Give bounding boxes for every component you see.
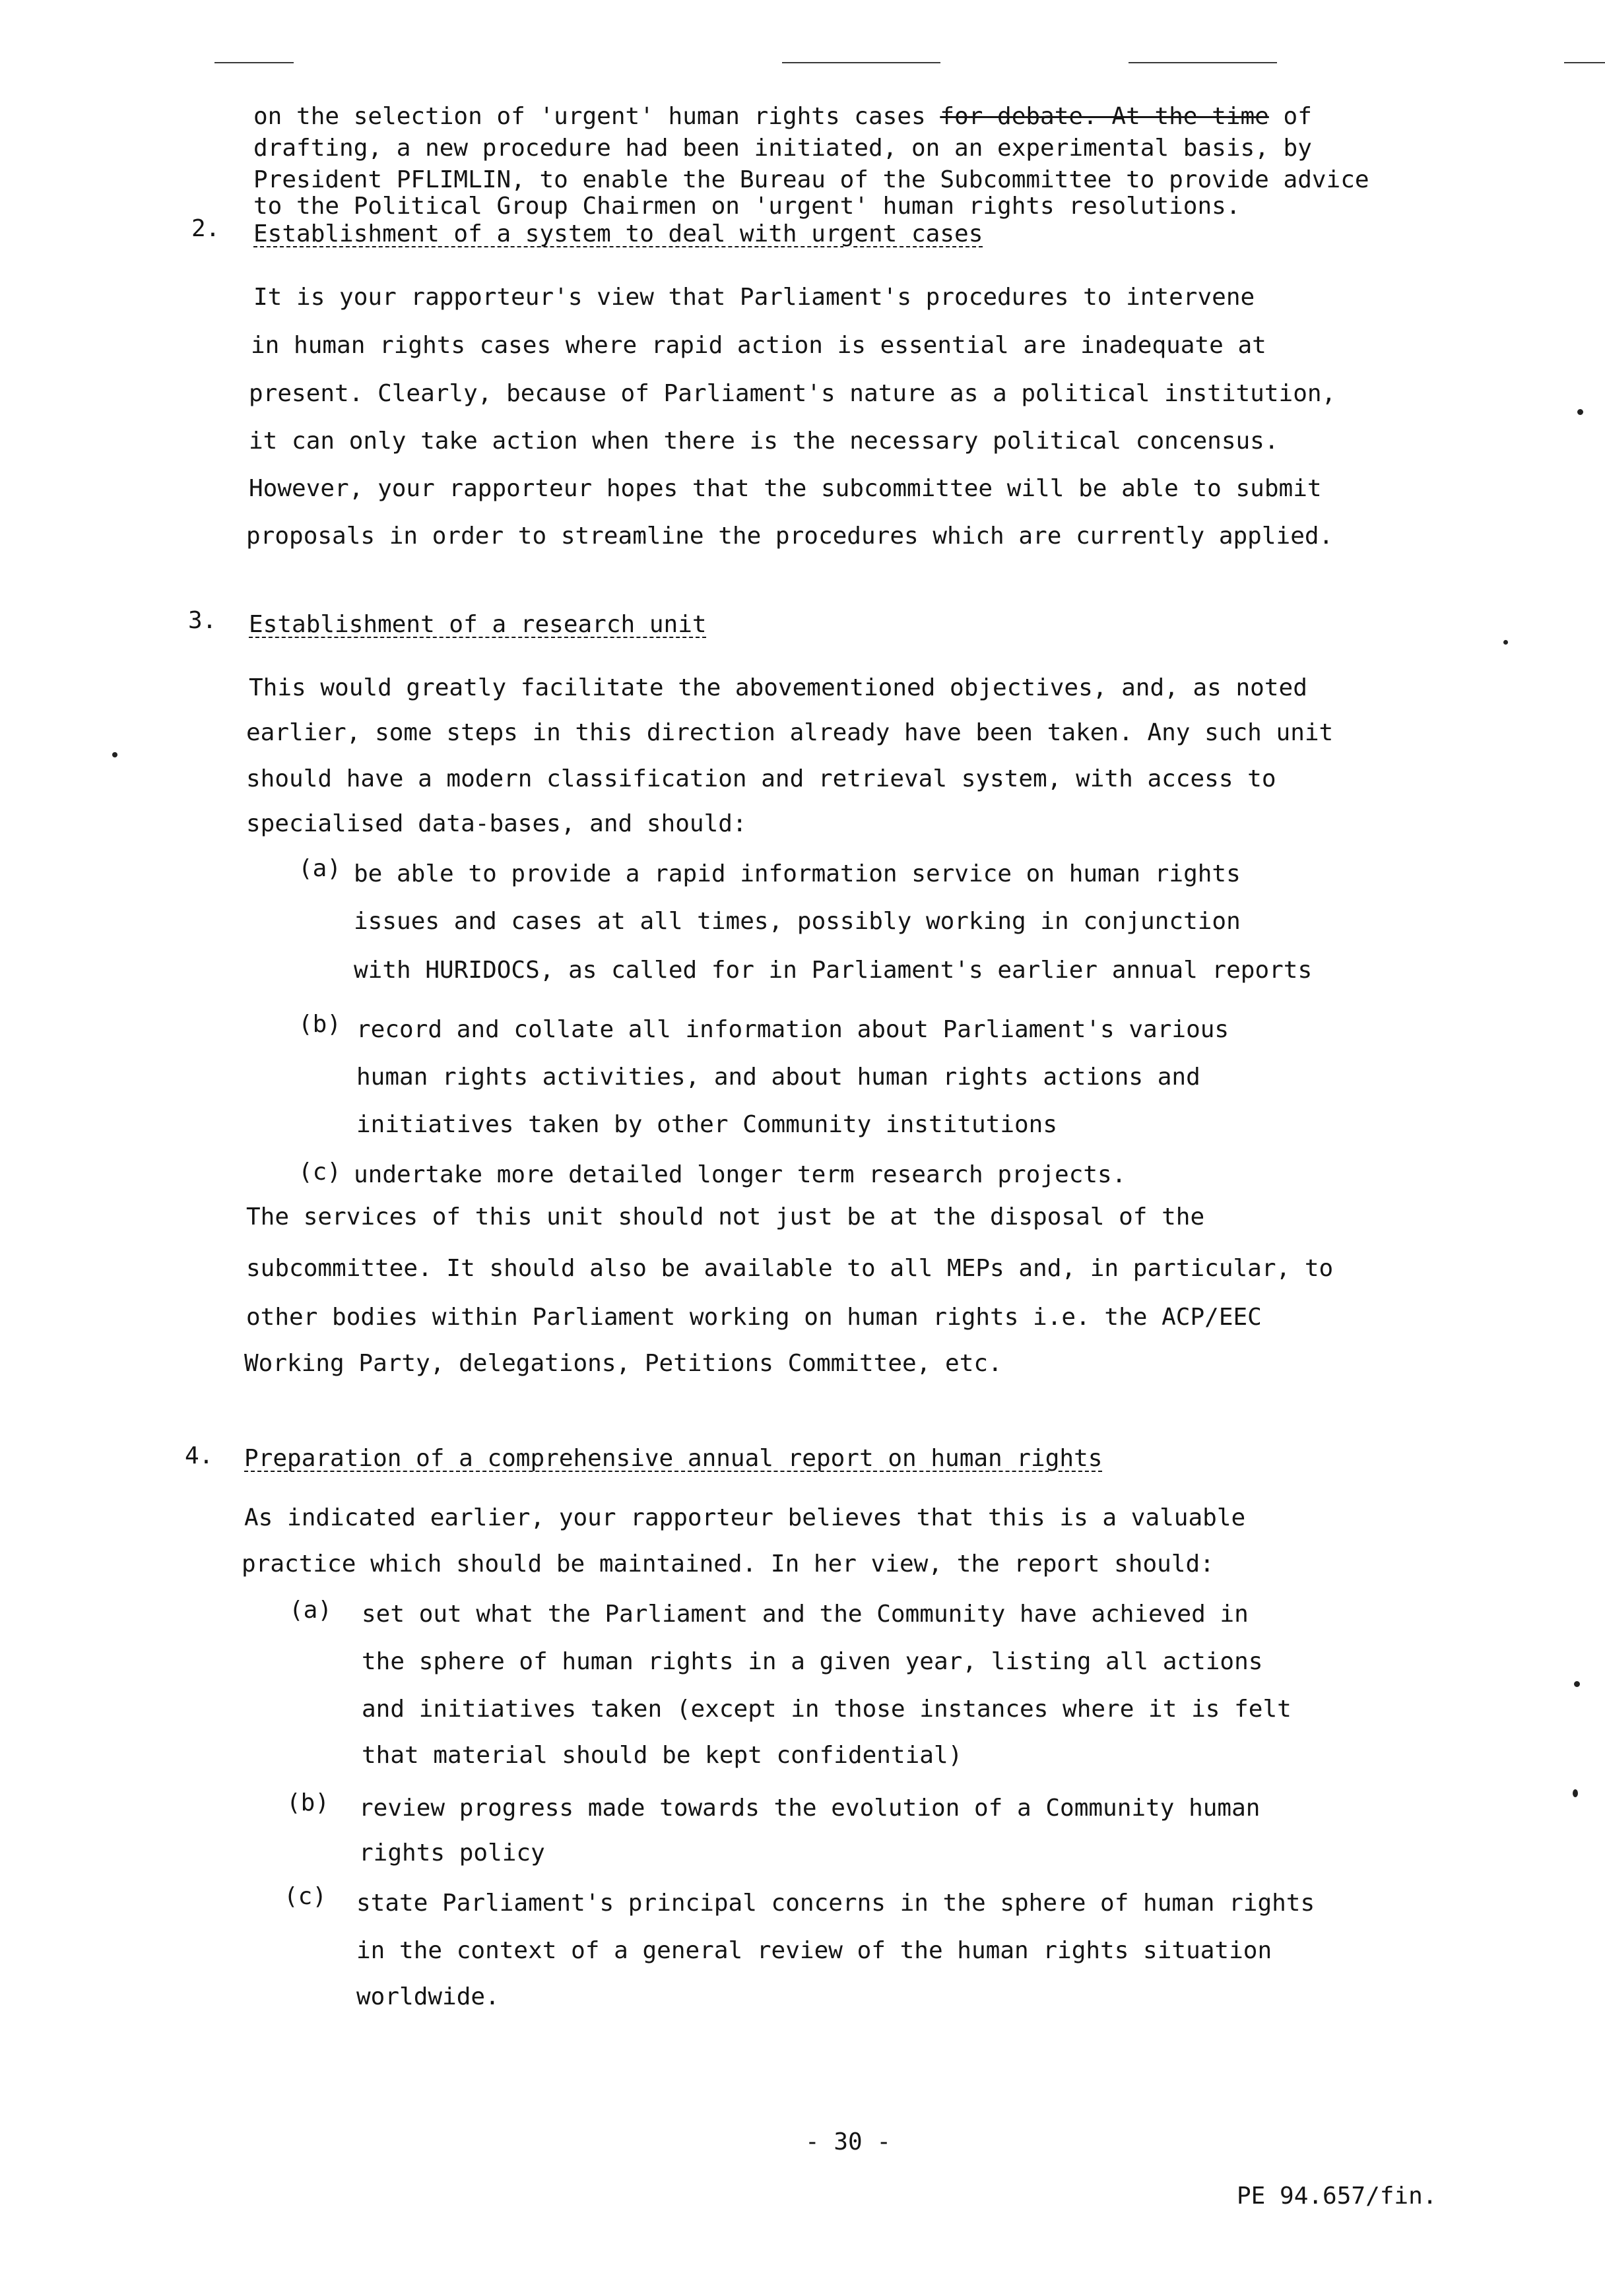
section-number: 3.: [188, 607, 217, 634]
text-line: present. Clearly, because of Parliament's nature as a political institution,: [249, 380, 1336, 407]
item-label: (c): [284, 1883, 327, 1910]
text-line: it can only take action when there is the necessary political concensus.: [249, 428, 1279, 455]
text-line: undertake more detailed longer term research projects.: [354, 1161, 1127, 1188]
text-line: However, your rapporteur hopes that the subcommittee will be able to submit: [249, 475, 1322, 502]
text-line: record and collate all information about Parliament's various: [356, 1016, 1229, 1043]
text-line: This would greatly facilitate the abovementioned objectives, and, as noted: [249, 674, 1307, 701]
text-line: drafting, a new procedure had been initiated, on an experimental basis, by: [253, 135, 1312, 162]
text-line: the sphere of human rights in a given year, listing all actions: [362, 1648, 1263, 1675]
text-line: and initiatives taken (except in those instances where it is felt: [362, 1696, 1292, 1723]
text-line: worldwide.: [356, 1983, 500, 2010]
scan-speck: [112, 752, 117, 757]
document-reference: PE 94.657/fin.: [1237, 2183, 1437, 2210]
struck-text: for debate. At the time: [940, 103, 1269, 130]
item-label: (c): [298, 1159, 342, 1186]
scan-speck: [1573, 1789, 1578, 1797]
text-line: practice which should be maintained. In her view, the report should:: [242, 1550, 1214, 1578]
text-line: to the Political Group Chairmen on 'urgent' human rights resolutions.: [253, 193, 1241, 220]
section-heading: Establishment of a system to deal with urgent cases: [253, 220, 983, 247]
text-line: be able to provide a rapid information service on human rights: [354, 860, 1241, 887]
scan-speck: [1503, 640, 1508, 645]
text-line: Working Party, delegations, Petitions Committee, etc.: [244, 1350, 1002, 1377]
text-line: human rights activities, and about human rights actions and: [356, 1064, 1200, 1091]
text-line: issues and cases at all times, possibly working in conjunction: [354, 908, 1241, 935]
top-scan-rule: [1564, 62, 1605, 63]
text-line: subcommittee. It should also be available to all MEPs and, in particular, to: [246, 1255, 1334, 1282]
text-line: with HURIDOCS, as called for in Parliament's earlier annual reports: [354, 957, 1313, 984]
section-number: 4.: [185, 1442, 214, 1469]
text-line: in human rights cases where rapid action is essential are inadequate at: [251, 332, 1266, 359]
text-line: on the selection of 'urgent' human rights cases for debate. At the time of: [253, 103, 1312, 130]
text-line: state Parliament's principal concerns in the sphere of human rights: [356, 1890, 1315, 1917]
item-label: (b): [298, 1011, 342, 1038]
text-line: set out what the Parliament and the Community have achieved in: [362, 1601, 1249, 1628]
text-line: It is your rapporteur's view that Parliament's procedures to intervene: [253, 284, 1255, 311]
section-heading: Preparation of a comprehensive annual report on human rights: [244, 1445, 1103, 1472]
text-line: other bodies within Parliament working on human rights i.e. the ACP/EEC: [246, 1304, 1262, 1331]
text-line: should have a modern classification and retrieval system, with access to: [246, 765, 1276, 792]
top-scan-rule: [1129, 62, 1277, 63]
text-line: that material should be kept confidential): [362, 1742, 963, 1769]
text-line: As indicated earlier, your rapporteur believes that this is a valuable: [244, 1504, 1246, 1531]
item-label: (b): [286, 1789, 330, 1816]
top-scan-rule: [782, 62, 940, 63]
text-line: President PFLIMLIN, to enable the Bureau of the Subcommittee to provide advice: [253, 166, 1369, 193]
scan-speck: [1577, 409, 1583, 415]
text-line: in the context of a general review of the human rights situation: [356, 1937, 1272, 1964]
text-line: The services of this unit should not just be at the disposal of the: [246, 1203, 1205, 1230]
page-number: - 30 -: [805, 2128, 892, 2155]
text-line: earlier, some steps in this direction already have been taken. Any such unit: [246, 719, 1334, 746]
item-label: (a): [289, 1597, 333, 1624]
section-heading: Establishment of a research unit: [249, 611, 707, 638]
section-number: 2.: [191, 215, 220, 242]
text-line: initiatives taken by other Community institutions: [356, 1111, 1058, 1138]
item-label: (a): [298, 855, 342, 882]
text-line: proposals in order to streamline the procedures which are currently applied.: [246, 523, 1334, 550]
scan-speck: [1574, 1681, 1580, 1687]
top-scan-rule: [214, 62, 294, 63]
text-line: rights policy: [359, 1839, 545, 1866]
text-line: review progress made towards the evolution of a Community human: [359, 1795, 1261, 1822]
text-line: specialised data-bases, and should:: [246, 810, 747, 837]
